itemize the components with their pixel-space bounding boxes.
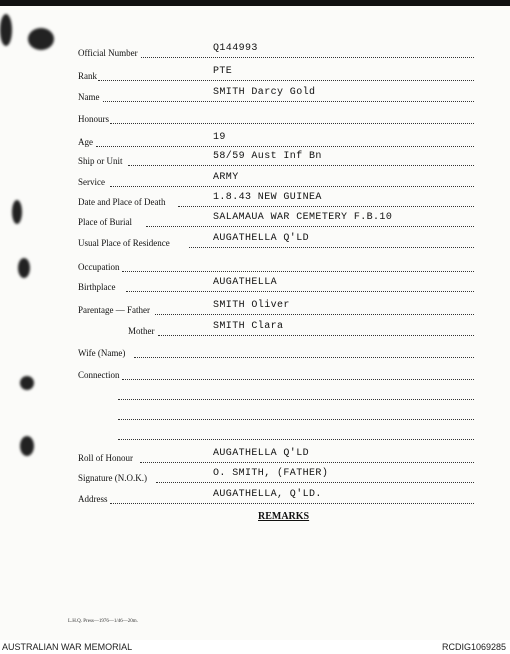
field-value-address: AUGATHELLA, Q'LD. bbox=[213, 489, 322, 500]
remarks-heading: REMARKS bbox=[258, 511, 310, 522]
field-label-address: Address bbox=[78, 494, 108, 504]
field-dotted-line bbox=[156, 482, 474, 483]
field-row-date-place-death bbox=[0, 193, 510, 211]
field-label-roll-of-honour: Roll of Honour bbox=[78, 453, 133, 463]
field-dotted-line bbox=[140, 462, 474, 463]
field-dotted-line bbox=[98, 80, 474, 81]
field-value-official-number: Q144993 bbox=[213, 43, 258, 54]
field-row-parentage-father bbox=[0, 301, 510, 319]
field-row-official-number bbox=[0, 44, 510, 62]
field-label-ship-or-unit: Ship or Unit bbox=[78, 156, 123, 166]
field-row-name bbox=[0, 88, 510, 106]
field-row-age bbox=[0, 133, 510, 151]
field-value-birthplace: AUGATHELLA bbox=[213, 277, 278, 288]
field-dotted-line bbox=[110, 123, 474, 124]
field-dotted-line bbox=[110, 186, 474, 187]
field-dotted-line bbox=[118, 399, 474, 400]
field-label-date-place-death: Date and Place of Death bbox=[78, 197, 166, 207]
field-label-age: Age bbox=[78, 137, 93, 147]
field-row-rank bbox=[0, 67, 510, 85]
field-value-roll-of-honour: AUGATHELLA Q'LD bbox=[213, 448, 310, 459]
field-dotted-line bbox=[96, 146, 474, 147]
field-row-ship-or-unit bbox=[0, 152, 510, 170]
printer-imprint: L.H.Q. Press—1976—1/46—20m. bbox=[68, 619, 138, 624]
field-dotted-line bbox=[178, 206, 474, 207]
field-value-service: ARMY bbox=[213, 172, 239, 183]
field-dotted-line bbox=[189, 247, 474, 248]
field-label-birthplace: Birthplace bbox=[78, 282, 116, 292]
field-row-wife bbox=[0, 344, 510, 362]
ink-smudge bbox=[0, 14, 12, 46]
field-value-mother: SMITH Clara bbox=[213, 321, 284, 332]
field-row-connection-2 bbox=[0, 386, 510, 404]
field-value-name: SMITH Darcy Gold bbox=[213, 87, 316, 98]
field-row-connection bbox=[0, 366, 510, 384]
field-row-birthplace bbox=[0, 278, 510, 296]
scan-edge bbox=[0, 0, 510, 6]
field-label-honours: Honours bbox=[78, 114, 109, 124]
field-value-usual-residence: AUGATHELLA Q'LD bbox=[213, 233, 310, 244]
field-row-usual-residence bbox=[0, 234, 510, 252]
field-label-place-of-burial: Place of Burial bbox=[78, 217, 132, 227]
field-row-connection-3 bbox=[0, 406, 510, 424]
field-dotted-line bbox=[122, 379, 474, 380]
field-dotted-line bbox=[158, 335, 474, 336]
field-dotted-line bbox=[126, 291, 474, 292]
field-row-connection-4 bbox=[0, 426, 510, 444]
field-row-place-of-burial bbox=[0, 213, 510, 231]
field-row-signature-nok bbox=[0, 469, 510, 487]
field-dotted-line bbox=[146, 226, 474, 227]
field-label-signature-nok: Signature (N.O.K.) bbox=[78, 473, 147, 483]
field-value-date-place-death: 1.8.43 NEW GUINEA bbox=[213, 192, 322, 203]
field-dotted-line bbox=[128, 165, 474, 166]
field-label-official-number: Official Number bbox=[78, 48, 138, 58]
field-label-service: Service bbox=[78, 177, 105, 187]
field-value-ship-or-unit: 58/59 Aust Inf Bn bbox=[213, 151, 322, 162]
field-dotted-line bbox=[141, 57, 474, 58]
field-row-service bbox=[0, 173, 510, 191]
field-label-mother: Mother bbox=[128, 326, 155, 336]
field-label-connection: Connection bbox=[78, 370, 120, 380]
field-dotted-line bbox=[118, 439, 474, 440]
field-value-rank: PTE bbox=[213, 66, 233, 77]
field-label-parentage-father: Parentage — Father bbox=[78, 305, 150, 315]
field-label-usual-residence: Usual Place of Residence bbox=[78, 238, 170, 248]
field-label-wife: Wife (Name) bbox=[78, 348, 126, 358]
field-label-rank: Rank bbox=[78, 71, 97, 81]
field-dotted-line bbox=[122, 271, 474, 272]
field-row-address bbox=[0, 490, 510, 508]
field-value-age: 19 bbox=[213, 132, 226, 143]
field-value-parentage-father: SMITH Oliver bbox=[213, 300, 290, 311]
field-dotted-line bbox=[155, 314, 474, 315]
field-dotted-line bbox=[103, 101, 474, 102]
field-value-signature-nok: O. SMITH, (FATHER) bbox=[213, 468, 329, 479]
field-row-honours bbox=[0, 110, 510, 128]
field-value-place-of-burial: SALAMAUA WAR CEMETERY F.B.10 bbox=[213, 212, 393, 223]
field-row-mother bbox=[0, 322, 510, 340]
field-dotted-line bbox=[134, 357, 474, 358]
archive-footer bbox=[0, 640, 510, 654]
record-id: RCDIG1069285 bbox=[441, 642, 506, 652]
field-dotted-line bbox=[110, 503, 474, 504]
archive-source: AUSTRALIAN WAR MEMORIAL bbox=[2, 642, 133, 652]
field-label-name: Name bbox=[78, 92, 100, 102]
field-dotted-line bbox=[118, 419, 474, 420]
field-row-occupation bbox=[0, 258, 510, 276]
field-label-occupation: Occupation bbox=[78, 262, 120, 272]
field-row-roll-of-honour bbox=[0, 449, 510, 467]
